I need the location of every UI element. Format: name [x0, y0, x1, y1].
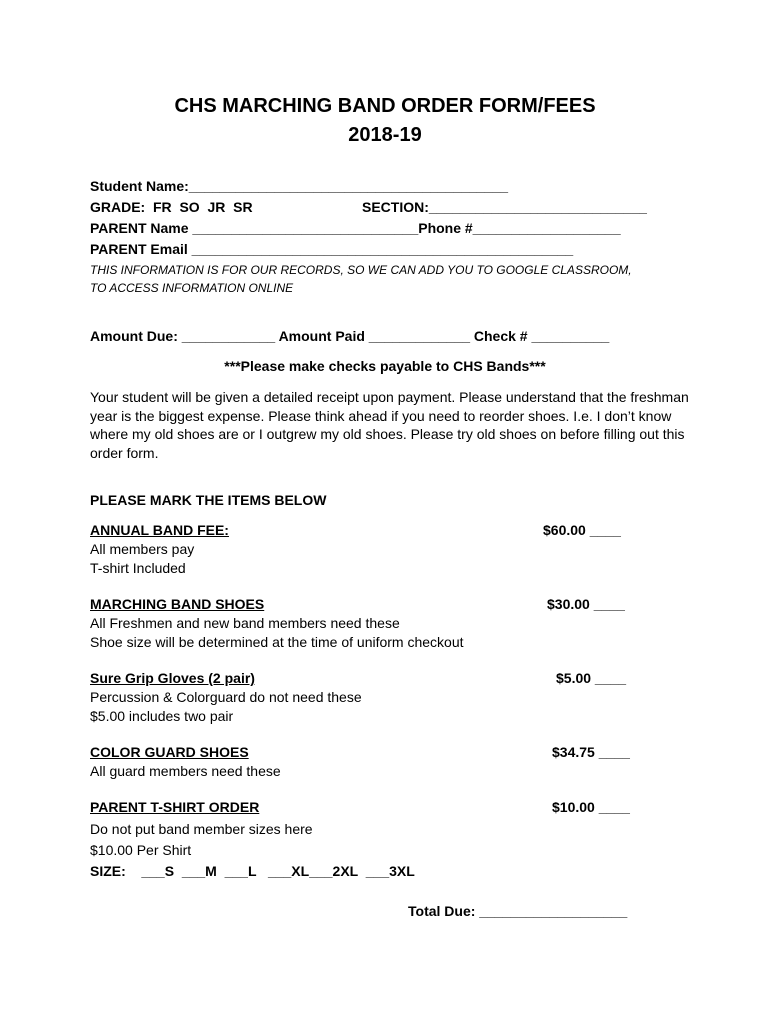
item-price-marching-band-shoes[interactable]: $30.00 ____	[547, 596, 625, 612]
item-desc: Shoe size will be determined at the time of uniform checkout	[90, 634, 464, 650]
item-desc: All guard members need these	[90, 763, 281, 779]
form-year: 2018-19	[348, 124, 422, 146]
total-due-field[interactable]: Total Due: ___________________	[408, 903, 628, 919]
amount-due-paid-check-fields[interactable]: Amount Due: ____________ Amount Paid _____________ Check # __________	[90, 328, 610, 344]
tshirt-size-fields[interactable]: SIZE: ___S ___M ___L ___XL___2XL ___3XL	[90, 863, 415, 879]
checks-payable-note: ***Please make checks payable to CHS Bands***	[224, 358, 546, 374]
item-name-annual-band-fee: ANNUAL BAND FEE:	[90, 522, 229, 538]
section-field[interactable]: SECTION:____________________________	[362, 199, 647, 215]
item-name-marching-band-shoes: MARCHING BAND SHOES	[90, 596, 265, 612]
item-desc: T-shirt Included	[90, 560, 186, 576]
item-desc: $10.00 Per Shirt	[90, 842, 192, 858]
item-name-sure-grip-gloves: Sure Grip Gloves (2 pair)	[90, 670, 255, 686]
parent-name-phone-field[interactable]: PARENT Name _____________________________Phone #___________________	[90, 220, 621, 236]
item-desc: Percussion & Colorguard do not need these	[90, 689, 362, 705]
item-desc: $5.00 includes two pair	[90, 708, 234, 724]
item-price-parent-tshirt-order[interactable]: $10.00 ____	[552, 799, 630, 815]
records-note-line1: THIS INFORMATION IS FOR OUR RECORDS, SO WE CAN ADD YOU TO GOOGLE CLASSROOM,	[90, 263, 632, 277]
grade-field[interactable]: GRADE: FR SO JR SR	[90, 199, 253, 215]
item-name-color-guard-shoes: COLOR GUARD SHOES	[90, 744, 249, 760]
item-desc: All members pay	[90, 541, 195, 557]
form-title: CHS MARCHING BAND ORDER FORM/FEES	[174, 95, 596, 117]
items-heading: PLEASE MARK THE ITEMS BELOW	[90, 492, 327, 508]
intro-paragraph: Your student will be given a detailed receipt upon payment. Please understand that the freshman year is the biggest expense. Please think ahead if you need to reorder shoes. I.e. I don’t know where my old shoes are or I outgrew my old shoes. Please try old shoes on before filling out this order form.	[90, 389, 689, 461]
item-name-parent-tshirt-order: PARENT T-SHIRT ORDER	[90, 799, 260, 815]
item-desc: Do not put band member sizes here	[90, 821, 313, 837]
item-price-annual-band-fee[interactable]: $60.00 ____	[543, 522, 621, 538]
item-price-sure-grip-gloves[interactable]: $5.00 ____	[556, 670, 627, 686]
item-price-color-guard-shoes[interactable]: $34.75 ____	[552, 744, 630, 760]
item-desc: All Freshmen and new band members need these	[90, 615, 400, 631]
parent-email-field[interactable]: PARENT Email _________________________________________________	[90, 241, 574, 257]
records-note-line2: TO ACCESS INFORMATION ONLINE	[90, 281, 294, 295]
student-name-field[interactable]: Student Name:_________________________________________	[90, 178, 509, 194]
